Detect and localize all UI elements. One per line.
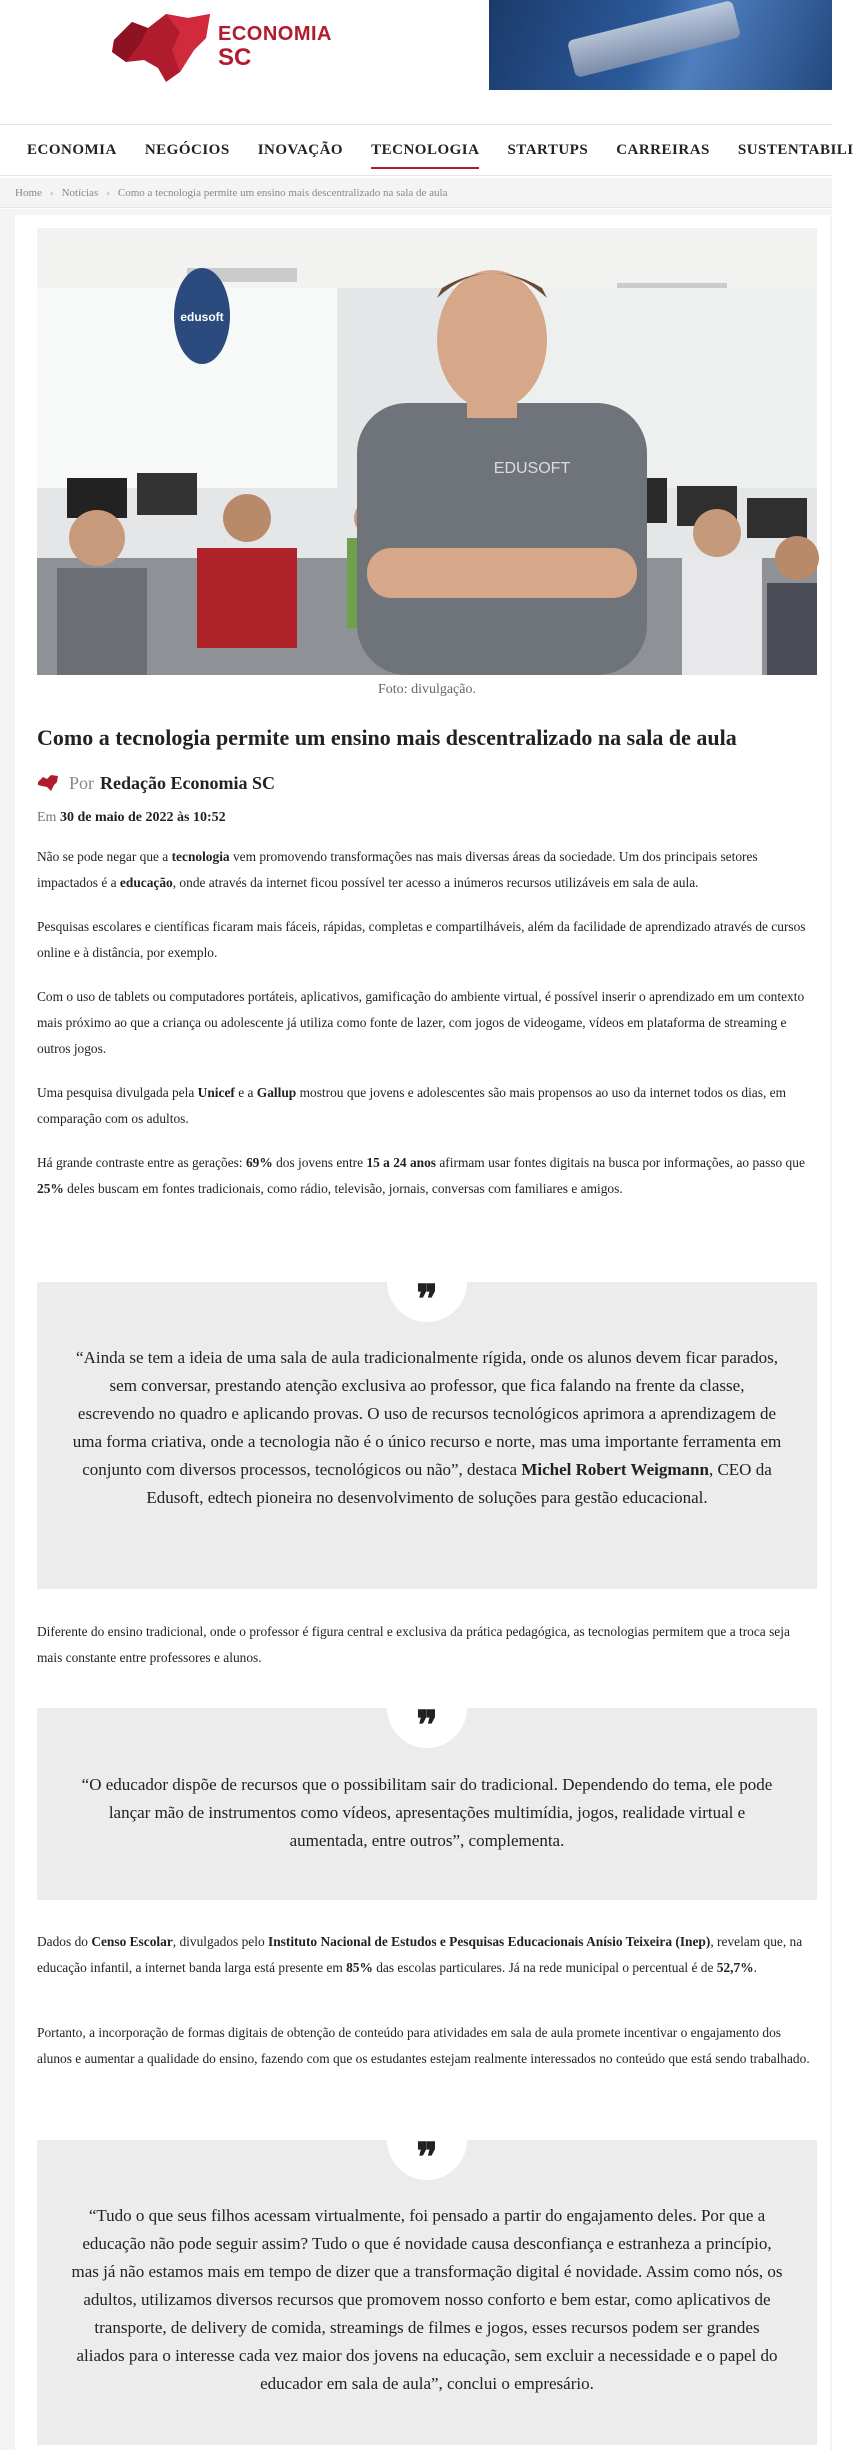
- article-author: [37, 773, 817, 794]
- blockquote-1: [37, 1276, 817, 1589]
- chevron-right-icon: ›: [106, 186, 110, 199]
- text-bold: 69%: [245, 1154, 273, 1170]
- advertisement-banner[interactable]: [489, 0, 832, 90]
- logo-text-line2: SC: [218, 43, 252, 71]
- author-logo-icon: [37, 774, 59, 792]
- paragraph-2: Pesquisas escolares e científicas ficaram mais fáceis, rápidas, completas e compartilháveis, além da facilidade de aprendizado através de cursos online e à distância, por exemplo.: [37, 918, 806, 960]
- text-bold: Gallup: [256, 1084, 297, 1100]
- hero-image: [37, 228, 817, 675]
- text-bold: 15 a 24 anos: [366, 1154, 437, 1170]
- quote-icon: ❞: [387, 2126, 467, 2180]
- blockquote-text: [71, 1344, 783, 1512]
- article-title: Como a tecnologia permite um ensino mais descentralizado na sala de aula: [37, 725, 737, 750]
- paragraph-1: [37, 844, 817, 896]
- text-run: Dados do: [37, 1934, 92, 1949]
- quote-icon: ❞: [387, 1694, 467, 1748]
- logo-text-line1: ECONOMIA: [218, 22, 332, 45]
- text-bold: tecnologia: [171, 848, 230, 864]
- site-logo[interactable]: [110, 10, 332, 84]
- text-bold: 85%: [346, 1960, 373, 1975]
- text-run: , revelam que, na educação infantil, a internet banda larga está presente em: [37, 1934, 803, 1975]
- blockquote-text: “O educador dispõe de recursos que o possibilitam sair do tradicional. Dependendo do tema, ele pode lançar mão de instrumentos como vídeos, apresentações multimídia, jogos, realidade virtual e aumentada, entre outros”, complementa.: [81, 1775, 773, 1850]
- nav-item-carreiras[interactable]: CARREIRAS: [616, 141, 710, 158]
- author-prefix: Por: [69, 772, 95, 793]
- shirt-text: EDUSOFT: [493, 460, 571, 477]
- text-run: vem promovendo transformações nas mais diversas áreas da sociedade. Um dos principais setores impactados é a: [37, 848, 758, 890]
- office-photo: [37, 228, 817, 675]
- text-run: das escolas particulares. Já na rede municipal o percentual é de: [372, 1960, 717, 1975]
- article-body: [37, 724, 817, 1202]
- blockquote-text: “Tudo o que seus filhos acessam virtualmente, foi pensado a partir do engajamento deles. Por que a educação não pode seguir assim? Tudo o que é novidade causa desconfiança e estranheza a princípio, mas já não estamos mais em tempo de dizer que a transformação digital é novidade. Assim como nós, os adultos, utilizamos diversos recursos que promovem nosso conforto e bem estar, como aplicativos de transporte, de delivery de comida, streamings de filmes e jogos, esses recursos podem ser grandes aliados para o interesse cada vez maior dos jovens na educação, sem excluir a necessidade e o papel do educador em sala de aula”, conclui o empresário.: [71, 2206, 783, 2393]
- text-run: deles buscam em fontes tradicionais, como rádio, televisão, jornais, conversas com familiares e amigos.: [63, 1180, 623, 1196]
- text-run: “Ainda se tem a ideia de uma sala de aula tradicionalmente rígida, onde os alunos devem ficar parados, sem conversar, prestando atenção exclusiva ao professor, que fica falando na frente da classe, escrevendo no quadro e aplicando provas. O uso de recursos tecnológicos aprimora a aprendizagem de uma forma criativa, onde a tecnologia não é o único recurso e norte, mas uma importante ferramenta em conjunto com diversos processos, tecnológicos ou não”, destaca: [72, 1348, 782, 1479]
- nav-item-startups[interactable]: STARTUPS: [507, 141, 589, 158]
- banner-pen-graphic: [567, 0, 741, 78]
- main-navigation: [0, 124, 854, 176]
- text-bold: Michel Robert Weigmann: [521, 1460, 709, 1479]
- text-bold: Censo Escolar: [91, 1934, 173, 1949]
- paragraph-3: Com o uso de tablets ou computadores portáteis, aplicativos, gamificação do ambiente virtual, é possível inserir o aprendizado em um contexto mais próximo ao que a criança ou adolescente já utiliza como fonte de lazer, com jogos de videogame, vídeos em plataforma de streaming e outros jogos.: [37, 988, 805, 1056]
- image-caption: Foto: divulgação.: [378, 682, 476, 697]
- chevron-right-icon: ›: [49, 186, 54, 199]
- nav-item-economia[interactable]: ECONOMIA: [27, 141, 117, 158]
- nav-item-inovacao[interactable]: INOVAÇÃO: [257, 141, 344, 158]
- date-value: 30 de maio de 2022 às 10:52: [59, 809, 226, 825]
- text-bold: Unicef: [197, 1084, 235, 1100]
- text-run: afirmam usar fontes digitais na busca por informações, ao passo que: [436, 1154, 805, 1170]
- text-run: Uma pesquisa divulgada pela: [37, 1084, 198, 1100]
- santa-catarina-map-icon: [110, 10, 214, 84]
- quote-icon: ❞: [387, 1268, 467, 1322]
- nav-item-tecnologia[interactable]: TECNOLOGIA: [371, 126, 479, 175]
- text-run: , onde através da internet ficou possível ter acesso a inúmeros recursos utilizáveis em sala de aula.: [172, 874, 699, 890]
- text-bold: Instituto Nacional de Estudos e Pesquisas Educacionais Anísio Teixeira (Inep): [268, 1934, 711, 1949]
- nav-item-negocios[interactable]: NEGÓCIOS: [144, 141, 230, 158]
- nav-item-sustentabilidade[interactable]: SUSTENTABILI: [737, 141, 854, 158]
- breadcrumb-home[interactable]: Home: [15, 186, 42, 199]
- text-run: , divulgados pelo: [172, 1934, 268, 1949]
- breadcrumb: [0, 178, 832, 208]
- blockquote-3: [37, 2134, 817, 2445]
- text-run: Há grande contraste entre as gerações:: [37, 1154, 246, 1170]
- text-run: .: [753, 1960, 757, 1975]
- breadcrumb-section[interactable]: Notícias: [61, 186, 99, 199]
- paragraph-5: [37, 1150, 817, 1202]
- site-header: [0, 0, 832, 123]
- breadcrumb-current: Como a tecnologia permite um ensino mais descentralizado na sala de aula: [117, 186, 448, 199]
- paragraph-8: Portanto, a incorporação de formas digitais de obtenção de conteúdo para atividades em sala de aula promete incentivar o engajamento dos alunos e aumentar a qualidade do ensino, fazendo com que os estudantes estejam realmente interessados no conteúdo que está sendo trabalhado.: [37, 2025, 810, 2066]
- text-run: Não se pode negar que a: [37, 848, 172, 864]
- publish-date: [37, 810, 817, 826]
- date-prefix: Em: [37, 809, 57, 825]
- sign-text: edusoft: [180, 310, 224, 324]
- paragraph-7: [37, 1929, 817, 1981]
- blockquote-2: [37, 1702, 817, 1900]
- text-run: , CEO da Edusoft, edtech pioneira no desenvolvimento de soluções para gestão educacional.: [146, 1460, 772, 1507]
- text-bold: 25%: [37, 1180, 64, 1196]
- text-run: e a: [234, 1084, 257, 1100]
- paragraph-6: Diferente do ensino tradicional, onde o professor é figura central e exclusiva da prática pedagógica, as tecnologias permitem que a troca seja mais constante entre professores e alunos.: [37, 1624, 790, 1665]
- text-bold: 52,7%: [716, 1960, 754, 1975]
- text-run: dos jovens entre: [272, 1154, 367, 1170]
- author-name[interactable]: Redação Economia SC: [100, 772, 276, 793]
- text-run: mostrou que jovens e adolescentes são mais propensos ao uso da internet todos os dias, em comparação com os adultos.: [37, 1084, 787, 1126]
- paragraph-4: [37, 1080, 817, 1132]
- text-bold: educação: [119, 874, 173, 890]
